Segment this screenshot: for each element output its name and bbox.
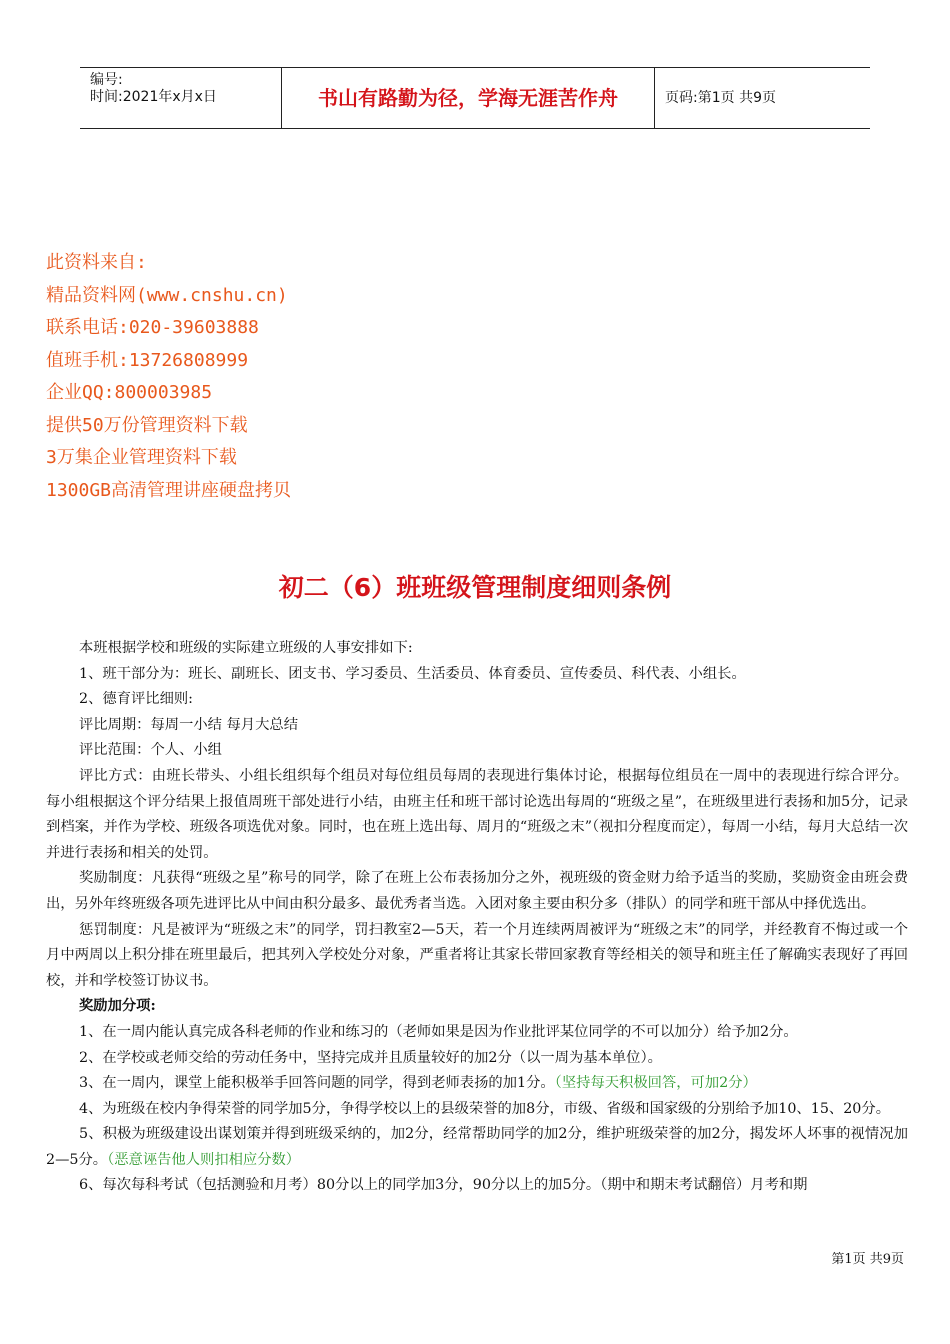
paragraph-text: 评比周期：每周一小结 每月大总结 bbox=[79, 716, 298, 733]
paragraph bbox=[46, 738, 908, 764]
promo-line: 提供50万份管理资料下载 bbox=[46, 414, 248, 436]
header-page-number: 页码:第1页 共9页 bbox=[665, 90, 776, 106]
document-time-label: 时间:2021年x月x日 bbox=[90, 89, 217, 105]
promo-line: 企业QQ:800003985 bbox=[46, 382, 213, 403]
paragraph bbox=[46, 687, 908, 713]
promo-block bbox=[46, 247, 291, 507]
paragraph-text: 1、在一周内能认真完成各科老师的作业和练习的（老师如果是因为作业批评某位同学的不可以加分）给予加2分。 bbox=[79, 1023, 798, 1040]
promo-line: 值班手机:13726808999 bbox=[46, 349, 249, 371]
paragraph bbox=[46, 1173, 908, 1199]
paragraph bbox=[46, 1071, 908, 1097]
header-motto: 书山有路勤为径，学海无涯苦作舟 bbox=[282, 68, 655, 128]
paragraph bbox=[46, 1046, 908, 1072]
paragraph-text: 5、积极为班级建设出谋划策并得到班级采纳的，加2分，经常帮助同学的加2分，维护班级荣誉的加2分，揭发坏人坏事的视情况加2—5分。 bbox=[46, 1126, 908, 1168]
paragraph bbox=[46, 636, 908, 662]
paragraph-text: 6、每次每科考试（包括测验和月考）80分以上的同学加3分，90分以上的加5分。（期中和期末考试翻倍）月考和期 bbox=[79, 1177, 808, 1194]
promo-line: 此资料来自: bbox=[46, 252, 147, 273]
promo-line: 精品资料网(www.cnshu.cn) bbox=[46, 284, 288, 306]
paragraph-text: 2、在学校或老师交给的劳动任务中，坚持完成并且质量较好的加2分（以一周为基本单位）。 bbox=[79, 1049, 662, 1066]
paragraph-note: （恶意诬告他人则扣相应分数） bbox=[107, 1151, 301, 1168]
document-body bbox=[46, 636, 908, 1199]
paragraph-note: （坚持每天积极回答，可加2分） bbox=[554, 1075, 757, 1092]
paragraph-text: 1、班干部分为：班长、副班长、团支书、学习委员、生活委员、体育委员、宣传委员、科代表、小组长。 bbox=[79, 665, 746, 682]
paragraph bbox=[46, 764, 908, 866]
paragraph-text: 4、为班级在校内争得荣誉的同学加5分，争得学校以上的县级荣誉的加8分，市级、省级和国家级的分别给予加10、15、20分。 bbox=[79, 1100, 891, 1117]
paragraph bbox=[46, 713, 908, 739]
paragraph bbox=[46, 1020, 908, 1046]
paragraph-text: 评比范围：个人、小组 bbox=[79, 742, 222, 759]
header-meta bbox=[80, 68, 282, 128]
page-footer: 第1页 共9页 bbox=[831, 1252, 904, 1267]
paragraph-text: 3、在一周内，课堂上能积极举手回答问题的同学，得到老师表扬的加1分。 bbox=[79, 1075, 555, 1092]
promo-line: 3万集企业管理资料下载 bbox=[46, 447, 237, 468]
document-title: 初二（6）班班级管理制度细则条例 bbox=[278, 573, 672, 602]
paragraph-text: 惩罚制度：凡是被评为“班级之末”的同学，罚扫教室2—5天，若一个月连续两周被评为“班级之末”的同学，并经教育不悔过或一个月中两周以上积分排在班里最后，把其列入学校处分对象，严重者将让其家长带回家教育等经相关的领导和班主任了解确实表现好了再回校，并和学校签订协议书。 bbox=[46, 921, 908, 989]
paragraph-text: 2、德育评比细则: bbox=[79, 691, 193, 708]
paragraph bbox=[46, 866, 908, 917]
paragraph-text: 奖励制度：凡获得“班级之星”称号的同学，除了在班上公布表扬加分之外，视班级的资金财力给予适当的奖励，奖励资金由班会费出，另外年终班级各项先进评比从中间由积分最多、最优秀者当选。入团对象主要由积分多（排队）的同学和班干部从中择优选出。 bbox=[46, 870, 908, 912]
paragraph bbox=[46, 662, 908, 688]
paragraph-text: 评比方式：由班长带头、小组长组织每个组员对每位组员每周的表现进行集体讨论，根据每位组员在一周中的表现进行综合评分。每小组根据这个评分结果上报值周班干部处进行小结，由班主任和班干部讨论选出每周的“班级之星”，在班级里进行表扬和加5分，记录到档案，并作为学校、班级各项选优对象。同时，也在班上选出每、周月的“班级之末”（视扣分程度而定），每周一小结，每月大总结一次并进行表扬和相关的处罚。 bbox=[46, 767, 908, 861]
promo-line: 联系电话:020-39603888 bbox=[46, 317, 259, 338]
paragraph bbox=[46, 1122, 908, 1173]
paragraph-text: 本班根据学校和班级的实际建立班级的人事安排如下: bbox=[79, 640, 413, 656]
promo-line: 1300GB高清管理讲座硬盘拷贝 bbox=[46, 479, 292, 501]
page-header bbox=[80, 67, 870, 129]
section-heading-text: 奖励加分项: bbox=[79, 998, 156, 1015]
document-number-label: 编号: bbox=[90, 72, 123, 88]
section-heading bbox=[46, 994, 908, 1020]
paragraph bbox=[46, 918, 908, 995]
paragraph bbox=[46, 1097, 908, 1123]
